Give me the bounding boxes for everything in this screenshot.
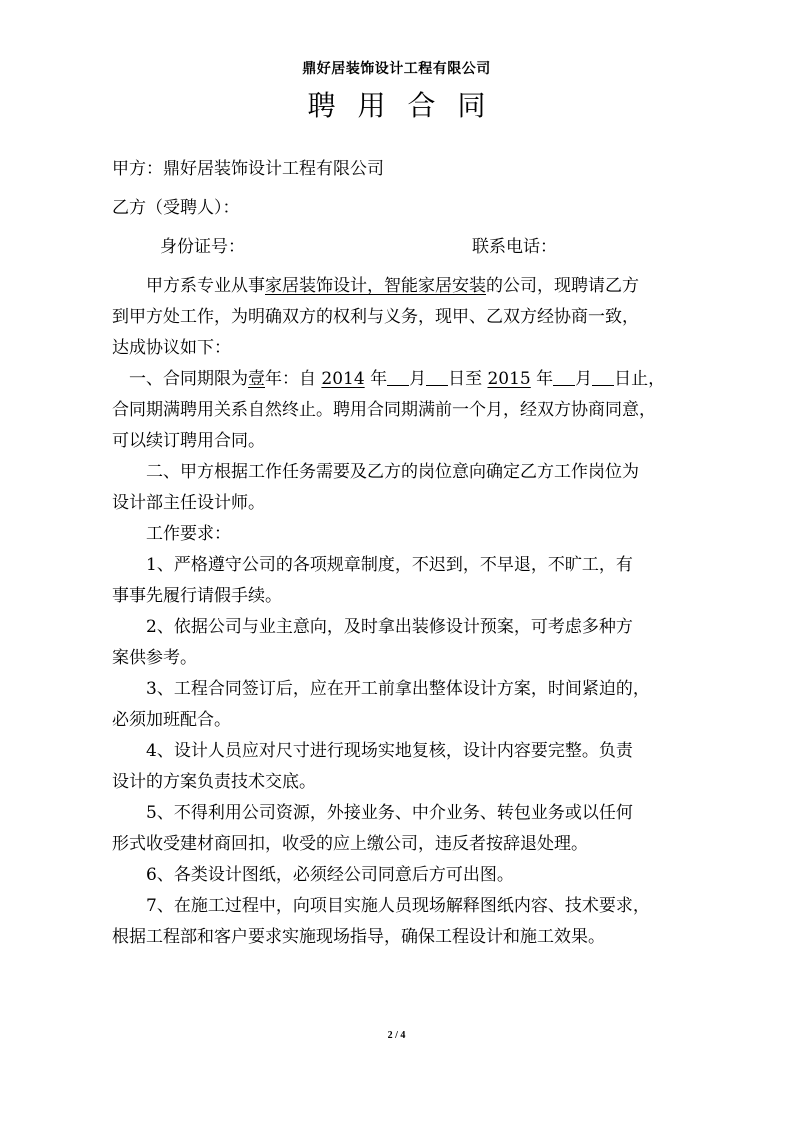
requirement-7-line-1: 7、在施工过程中，向项目实施人员现场解释图纸内容、技术要求， [146, 896, 650, 916]
requirement-2-line-2: 案供参考。 [112, 648, 197, 668]
requirement-7-line-2: 根据工程部和客户要求实施现场指导，确保工程设计和施工效果。 [112, 927, 605, 947]
requirements-heading: 工作要求： [146, 524, 231, 544]
requirement-3-line-1: 3、工程合同签订后，应在开工前拿出整体设计方案，时间紧迫的， [146, 679, 650, 699]
clause-2-line-1: 二、甲方根据工作任务需要及乙方的岗位意向确定乙方工作岗位为 [146, 462, 639, 482]
contract-body [112, 154, 692, 953]
intro-text: 甲方系专业从事 [146, 276, 265, 296]
requirement-1-line-1: 1、严格遵守公司的各项规章制度，不迟到，不早退，不旷工，有 [146, 555, 633, 575]
end-year: 2015 [487, 369, 531, 389]
start-day-blank [426, 367, 448, 386]
party-b-details [112, 232, 692, 263]
clause-2-line-2: 设计部主任设计师。 [112, 493, 265, 513]
requirement-3-line-2: 必须加班配合。 [112, 710, 231, 730]
phone-label: 联系电话： [472, 237, 557, 257]
end-day-blank [592, 367, 614, 386]
clause-1-line-2: 合同期满聘用关系自然终止。聘用合同期满前一个月，经双方协商同意， [112, 400, 656, 420]
party-b: 乙方（受聘人）： [112, 198, 240, 218]
clause-1-line-3: 可以续订聘用合同。 [112, 431, 265, 451]
intro-text: 的公司，现聘请乙方 [486, 276, 639, 296]
clause-text: 年：自 [265, 369, 316, 389]
intro-line-2: 到甲方处工作，为明确双方的权利与义务，现甲、乙双方经协商一致， [112, 307, 639, 327]
clause-text: 一、合同期限为 [129, 369, 248, 389]
requirement-5-line-2: 形式收受建材商回扣，收受的应上缴公司，违反者按辞退处理。 [112, 834, 588, 854]
intro-line-1 [112, 271, 692, 302]
page-number: 2 / 4 [387, 1030, 406, 1041]
requirement-1-line-2: 事事先履行请假手续。 [112, 586, 282, 606]
party-a: 甲方：鼎好居装饰设计工程有限公司 [112, 159, 384, 179]
requirement-6-line-1: 6、各类设计图纸，必须经公司同意后方可出图。 [146, 865, 514, 885]
contract-period: 壹 [248, 369, 265, 389]
clause-text: 年 [370, 369, 388, 389]
id-number-label: 身份证号： [160, 237, 245, 257]
requirement-2-line-1: 2、依据公司与业主意向，及时拿出装修设计预案，可考虑多种方 [146, 617, 633, 637]
clause-text: 月 [409, 369, 427, 389]
requirement-4-line-1: 4、设计人员应对尺寸进行现场实地复核，设计内容要完整。负责 [146, 741, 633, 761]
start-month-blank [387, 367, 409, 386]
clause-text: 年 [536, 369, 554, 389]
company-header: 鼎好居装饰设计工程有限公司 [302, 61, 491, 77]
clause-text: 日至 [448, 369, 483, 389]
requirement-5-line-1: 5、不得利用公司资源，外接业务、中介业务、转包业务或以任何 [146, 803, 633, 823]
business-scope: 家居装饰设计，智能家居安装 [265, 276, 486, 296]
clause-text: 日止， [614, 369, 666, 389]
clause-1-line-1 [112, 364, 692, 395]
start-year: 2014 [321, 369, 365, 389]
intro-line-3: 达成协议如下： [112, 338, 231, 358]
contract-title: 聘用合同 [307, 89, 508, 122]
requirement-4-line-2: 设计的方案负责技术交底。 [112, 772, 316, 792]
clause-text: 月 [575, 369, 593, 389]
end-month-blank [553, 367, 575, 386]
